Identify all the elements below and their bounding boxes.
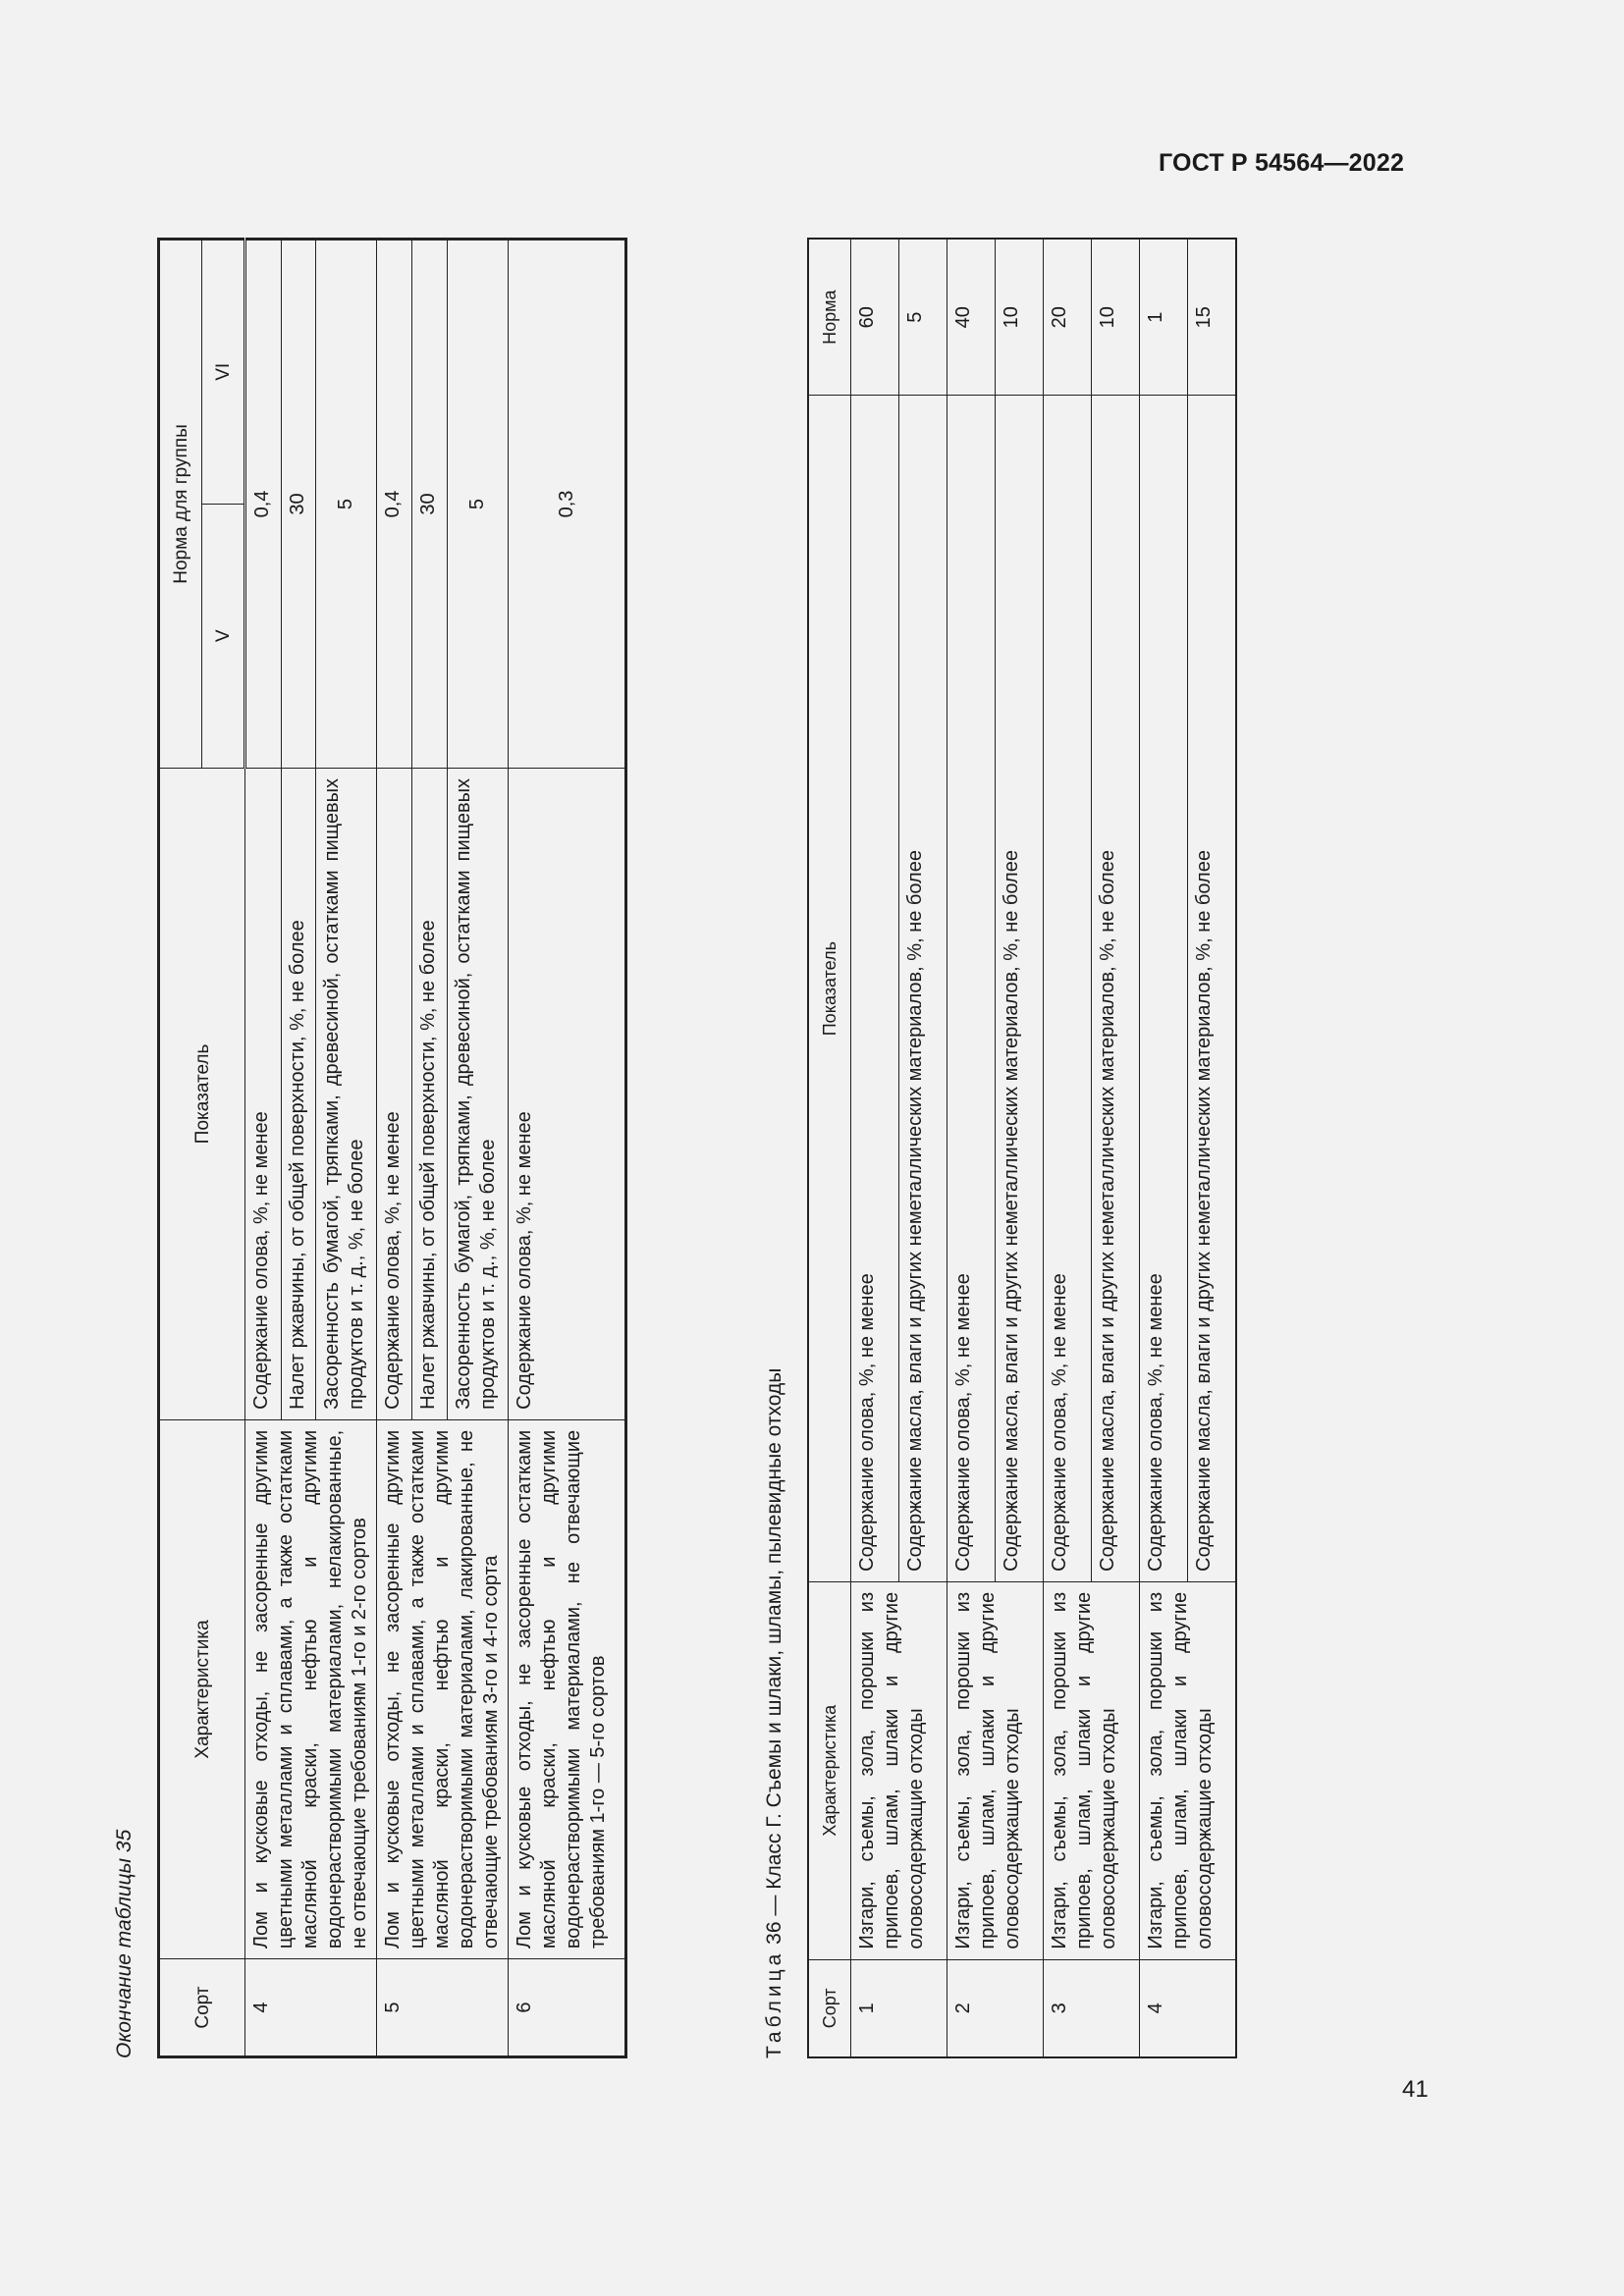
characteristic-cell: Изгари, съемы, зола, порошки из припоев, шлам, шлаки и другие оловосодержащие отходы (851, 1581, 947, 1959)
norm-cell: 5 (316, 240, 377, 769)
table-row (1044, 239, 1092, 2057)
table-row (851, 239, 899, 2057)
norm-cell: 1 (1140, 239, 1188, 396)
indicator-cell: Содержание олова, %, не менее (377, 769, 412, 1420)
col-header-characteristic: Характеристика (159, 1419, 245, 1958)
table-35 (157, 238, 627, 2058)
table-row (509, 240, 626, 2057)
sort-cell: 1 (851, 1959, 947, 2057)
indicator-cell: Содержание олова, %, не менее (1140, 396, 1188, 1581)
characteristic-cell: Изгари, съемы, зола, порошки из припоев, шлам, шлаки и другие оловосодержащие отходы (1140, 1581, 1237, 1959)
norm-cell: 5 (447, 240, 508, 769)
indicator-cell: Засоренность бумагой, тряпками, древесиной, остатками пищевых продуктов и т. д., %, не более (447, 769, 508, 1420)
sort-cell: 3 (1044, 1959, 1140, 2057)
norm-cell: 0,4 (377, 240, 412, 769)
norm-cell: 5 (899, 239, 947, 396)
norm-cell: 10 (996, 239, 1044, 396)
table-row (377, 240, 412, 2057)
norm-cell: 30 (411, 240, 447, 769)
page-number: 41 (1402, 2076, 1429, 2103)
standard-header: ГОСТ Р 54564—2022 (1159, 149, 1405, 177)
table-row (947, 239, 996, 2057)
col-header-characteristic: Характеристика (808, 1581, 851, 1959)
norm-cell: 15 (1188, 239, 1237, 396)
col-header-indicator: Показатель (159, 769, 245, 1420)
characteristic-cell: Лом и кусковые отходы, не засоренные другими цветными металлами и сплавами, а также остатками масляной краски, нефтью и другими водонерастворимыми материалами, лакированные, не отвечающие требованиям 3-го и 4-го сорта (377, 1419, 509, 1958)
table36-caption-prefix: Таблица (763, 1949, 785, 2058)
norm-cell: 0,4 (245, 240, 282, 769)
indicator-cell: Содержание масла, влаги и других неметаллических материалов, %, не более (899, 396, 947, 1581)
col-header-norm-group: Норма для группы (159, 240, 202, 769)
indicator-cell: Налет ржавчины, от общей поверхности, %, не более (281, 769, 316, 1420)
indicator-cell: Засоренность бумагой, тряпками, древесиной, остатками пищевых продуктов и т. д., %, не более (316, 769, 377, 1420)
table-36 (807, 238, 1237, 2058)
table-row (245, 240, 282, 2057)
norm-cell: 10 (1092, 239, 1140, 396)
table36-caption (763, 1368, 786, 2058)
norm-cell: 0,3 (509, 240, 626, 769)
table36-caption-title: 36 — Класс Г. Съемы и шлаки, шламы, пылевидные отходы (763, 1367, 785, 1950)
norm-cell: 60 (851, 239, 899, 396)
sort-cell: 5 (377, 1959, 509, 2057)
indicator-cell: Содержание масла, влаги и других неметаллических материалов, %, не более (996, 396, 1044, 1581)
col-header-group-v: V (202, 504, 245, 768)
col-header-norm: Норма (808, 239, 851, 396)
table-row (1140, 239, 1188, 2057)
sort-cell: 2 (947, 1959, 1044, 2057)
table35-caption: Окончание таблицы 35 (113, 1829, 135, 2058)
norm-cell: 40 (947, 239, 996, 396)
col-header-sort: Сорт (159, 1959, 245, 2057)
characteristic-cell: Изгари, съемы, зола, порошки из припоев, шлам, шлаки и другие оловосодержащие отходы (947, 1581, 1044, 1959)
sort-cell: 4 (1140, 1959, 1237, 2057)
col-header-sort: Сорт (808, 1959, 851, 2057)
indicator-cell: Содержание олова, %, не менее (245, 769, 282, 1420)
indicator-cell: Содержание масла, влаги и других неметаллических материалов, %, не более (1188, 396, 1237, 1581)
sort-cell: 6 (509, 1959, 626, 2057)
characteristic-cell: Лом и кусковые отходы, не засоренные другими цветными металлами и сплавами, а также остатками масляной краски, нефтью и другими водонерастворимыми материалами, нелакированные, не отвечающие требованиям 1-го и 2-го сортов (245, 1419, 377, 1958)
indicator-cell: Содержание масла, влаги и других неметаллических материалов, %, не более (1092, 396, 1140, 1581)
indicator-cell: Налет ржавчины, от общей поверхности, %, не более (411, 769, 447, 1420)
characteristic-cell: Лом и кусковые отходы, не засоренные остатками масляной краски, нефтью и другими водонерастворимыми материалами, не отвечающие требованиям 1-го — 5-го сортов (509, 1419, 626, 1958)
sort-cell: 4 (245, 1959, 377, 2057)
rotated-page-content (110, 238, 1229, 2058)
indicator-cell: Содержание олова, %, не менее (1044, 396, 1092, 1581)
norm-cell: 30 (281, 240, 316, 769)
col-header-indicator: Показатель (808, 396, 851, 1581)
indicator-cell: Содержание олова, %, не менее (947, 396, 996, 1581)
norm-cell: 20 (1044, 239, 1092, 396)
col-header-group-vi: VI (202, 240, 245, 505)
characteristic-cell: Изгари, съемы, зола, порошки из припоев, шлам, шлаки и другие оловосодержащие отходы (1044, 1581, 1140, 1959)
indicator-cell: Содержание олова, %, не менее (509, 769, 626, 1420)
indicator-cell: Содержание олова, %, не менее (851, 396, 899, 1581)
